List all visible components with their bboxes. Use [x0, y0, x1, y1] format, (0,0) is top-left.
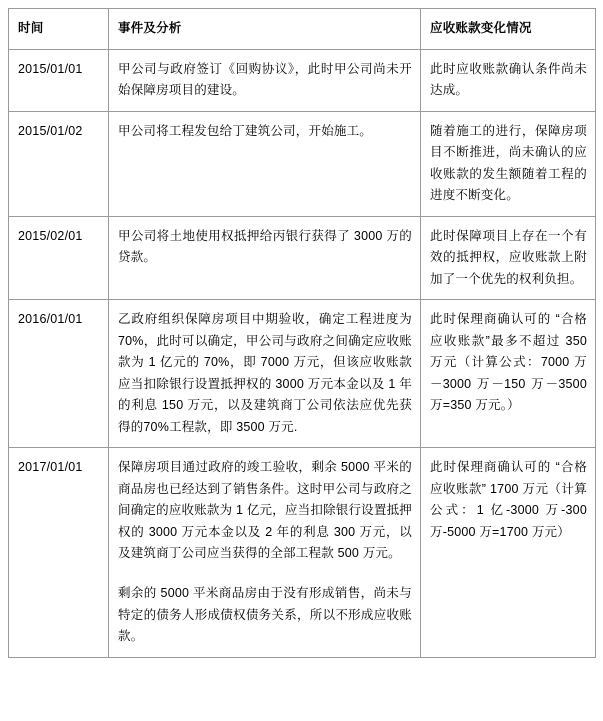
cell-receivable — [421, 49, 596, 111]
receivable-paragraph: 随着施工的进行，保障房项目不断推进，尚未确认的应收账款的发生额随着工程的进度不断变化。 — [430, 123, 587, 202]
receivable-paragraph: 此时保障项目上存在一个有效的抵押权，应收账款上附加了一个优先的权利负担。 — [430, 228, 587, 286]
cell-time: 2015/02/01 — [9, 216, 109, 300]
receivable-paragraph: 此时保理商确认可的 “合格应收账款” 1700 万元（计算公式：1 亿-3000 万-300 万-5000 万=1700 万元） — [430, 460, 587, 539]
column-header-time: 时间 — [9, 9, 109, 50]
cell-receivable — [421, 448, 596, 658]
cell-event — [109, 448, 421, 658]
table-row — [9, 111, 596, 216]
cell-receivable — [421, 216, 596, 300]
table-row — [9, 300, 596, 448]
event-paragraph: 甲公司与政府签订《回购协议》，此时甲公司尚未开始保障房项目的建设。 — [118, 61, 412, 97]
table-header-row — [9, 9, 596, 50]
cell-receivable — [421, 300, 596, 448]
table-row — [9, 216, 596, 300]
table-row — [9, 49, 596, 111]
cell-event — [109, 216, 421, 300]
cell-time: 2017/01/01 — [9, 448, 109, 658]
column-header-receivable: 应收账款变化情况 — [421, 9, 596, 50]
table-row — [9, 448, 596, 658]
cell-time: 2016/01/01 — [9, 300, 109, 448]
event-paragraph: 剩余的 5000 平米商品房由于没有形成销售，尚未与特定的债务人形成债权债务关系，所以不形成应收账款。 — [118, 586, 412, 644]
column-header-event: 事件及分析 — [109, 9, 421, 50]
cell-receivable — [421, 111, 596, 216]
analysis-table — [8, 8, 596, 658]
event-paragraph: 乙政府组织保障房项目中期验收，确定工程进度为 70%，此时可以确定，甲公司与政府之间确定应收账款为 1 亿元的 70%，即 7000 万元，但该应收账款应当扣除银行设置抵押权的 3000 万元本金以及 1 年的利息 150 万元，以及建筑商丁公司依法应优先获得的70%工程款，即 3500 万元. — [118, 312, 412, 434]
cell-time: 2015/01/01 — [9, 49, 109, 111]
event-paragraph: 甲公司将工程发包给丁建筑公司，开始施工。 — [118, 123, 373, 138]
receivable-paragraph: 此时应收账款确认条件尚未达成。 — [430, 61, 587, 97]
cell-time: 2015/01/02 — [9, 111, 109, 216]
cell-event — [109, 300, 421, 448]
receivable-paragraph: 此时保理商确认可的 “合格应收账款”最多不超过 350 万元（计算公式：7000 万－3000 万－150 万－3500 万=350 万元。） — [430, 312, 587, 412]
event-paragraph: 保障房项目通过政府的竣工验收，剩余 5000 平米的商品房也已经达到了销售条件。这时甲公司与政府之间确定的应收账款为 1 亿元，应当扣除银行设置抵押权的 3000 万元本金以及 2 年的利息 300 万元，以及建筑商丁公司应当获得的全部工程款 500 万元。 — [118, 460, 412, 560]
cell-event — [109, 111, 421, 216]
event-paragraph: 甲公司将土地使用权抵押给丙银行获得了 3000 万的贷款。 — [118, 228, 412, 264]
cell-event — [109, 49, 421, 111]
